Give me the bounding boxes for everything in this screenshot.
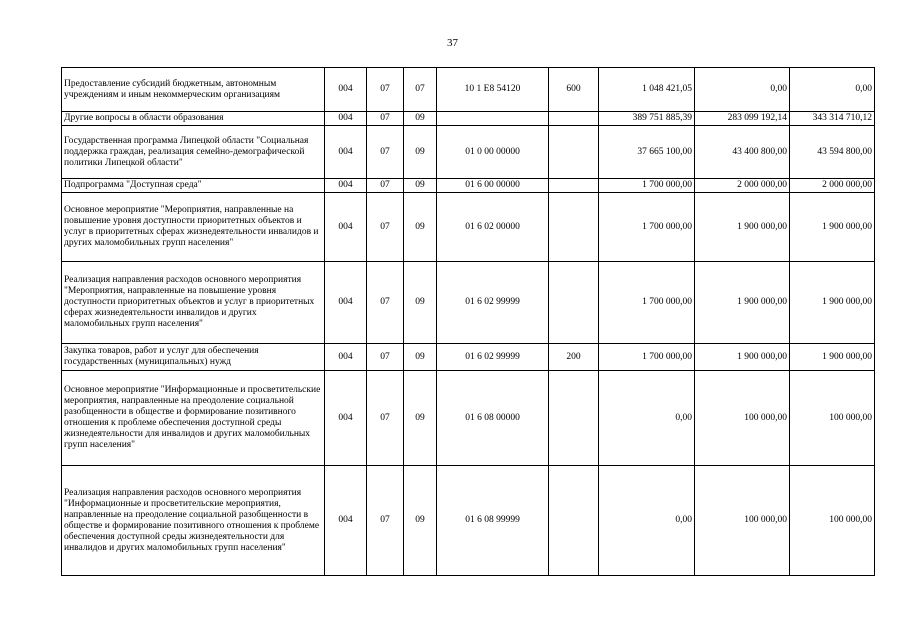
ministry-code: 004 — [325, 179, 367, 193]
ministry-code: 004 — [325, 68, 367, 112]
amount-year-3: 100 000,00 — [790, 371, 875, 466]
row-name: Реализация направления расходов основного мероприятия "Мероприятия, направленные на повышение уровня доступности приоритетных объектов и услуг в приоритетных сферах жизнедеятельности инвалидов и других маломобильных групп населения" — [62, 262, 325, 344]
row-name: Основное мероприятие "Информационные и просветительские мероприятия, направленные на преодоление социальной разобщенности в обществе и формирование позитивного отношения к проблеме обеспечения доступной среды жизнедеятельности для инвалидов и других маломобильных групп населения" — [62, 371, 325, 466]
ministry-code: 004 — [325, 262, 367, 344]
expense-type-code — [549, 126, 599, 179]
ministry-code: 004 — [325, 344, 367, 371]
amount-year-3: 1 900 000,00 — [790, 193, 875, 262]
expense-type-code: 200 — [549, 344, 599, 371]
target-article-code: 01 6 08 00000 — [437, 371, 549, 466]
amount-year-2: 43 400 800,00 — [695, 126, 790, 179]
amount-year-1: 0,00 — [599, 466, 695, 576]
subsection-code: 09 — [404, 112, 437, 126]
table-row — [62, 193, 875, 262]
amount-year-2: 1 900 000,00 — [695, 344, 790, 371]
row-name: Предоставление субсидий бюджетным, автономным учреждениям и иным некоммерческим организациям — [62, 68, 325, 112]
ministry-code: 004 — [325, 371, 367, 466]
table-row — [62, 466, 875, 576]
target-article-code — [437, 112, 549, 126]
target-article-code: 01 6 02 99999 — [437, 262, 549, 344]
amount-year-1: 0,00 — [599, 371, 695, 466]
amount-year-1: 1 048 421,05 — [599, 68, 695, 112]
amount-year-2: 0,00 — [695, 68, 790, 112]
row-name: Закупка товаров, работ и услуг для обеспечения государственных (муниципальных) нужд — [62, 344, 325, 371]
table-row — [62, 371, 875, 466]
subsection-code: 09 — [404, 126, 437, 179]
section-code: 07 — [367, 466, 404, 576]
amount-year-3: 100 000,00 — [790, 466, 875, 576]
target-article-code: 01 0 00 00000 — [437, 126, 549, 179]
row-name: Реализация направления расходов основного мероприятия "Информационные и просветительские мероприятия, направленные на преодоление социальной разобщенности в обществе и формирование позитивного отношения к проблеме обеспечения доступной среды жизнедеятельности для инвалидов и других маломобильных групп населения" — [62, 466, 325, 576]
amount-year-2: 283 099 192,14 — [695, 112, 790, 126]
amount-year-2: 1 900 000,00 — [695, 262, 790, 344]
section-code: 07 — [367, 344, 404, 371]
expense-type-code: 600 — [549, 68, 599, 112]
subsection-code: 09 — [404, 344, 437, 371]
amount-year-3: 1 900 000,00 — [790, 344, 875, 371]
amount-year-3: 1 900 000,00 — [790, 262, 875, 344]
table-row — [62, 112, 875, 126]
row-name: Основное мероприятие "Мероприятия, направленные на повышение уровня доступности приоритетных объектов и услуг в приоритетных сферах жизнедеятельности инвалидов и других маломобильных групп населения" — [62, 193, 325, 262]
target-article-code: 01 6 02 00000 — [437, 193, 549, 262]
subsection-code: 09 — [404, 179, 437, 193]
section-code: 07 — [367, 262, 404, 344]
page-number: 37 — [447, 37, 458, 49]
subsection-code: 09 — [404, 371, 437, 466]
section-code: 07 — [367, 179, 404, 193]
subsection-code: 07 — [404, 68, 437, 112]
row-name: Государственная программа Липецкой области "Социальная поддержка граждан, реализация семейно-демографической политики Липецкой области" — [62, 126, 325, 179]
table-row — [62, 126, 875, 179]
amount-year-1: 1 700 000,00 — [599, 179, 695, 193]
expense-type-code — [549, 466, 599, 576]
table-row — [62, 262, 875, 344]
amount-year-1: 1 700 000,00 — [599, 344, 695, 371]
table-row — [62, 179, 875, 193]
subsection-code: 09 — [404, 193, 437, 262]
expense-type-code — [549, 262, 599, 344]
amount-year-2: 100 000,00 — [695, 371, 790, 466]
amount-year-2: 1 900 000,00 — [695, 193, 790, 262]
amount-year-3: 2 000 000,00 — [790, 179, 875, 193]
section-code: 07 — [367, 68, 404, 112]
expense-type-code — [549, 179, 599, 193]
target-article-code: 01 6 08 99999 — [437, 466, 549, 576]
subsection-code: 09 — [404, 466, 437, 576]
target-article-code: 10 1 Е8 54120 — [437, 68, 549, 112]
section-code: 07 — [367, 126, 404, 179]
expense-type-code — [549, 112, 599, 126]
row-name: Другие вопросы в области образования — [62, 112, 325, 126]
ministry-code: 004 — [325, 126, 367, 179]
amount-year-1: 1 700 000,00 — [599, 193, 695, 262]
amount-year-3: 343 314 710,12 — [790, 112, 875, 126]
amount-year-1: 389 751 885,39 — [599, 112, 695, 126]
amount-year-1: 37 665 100,00 — [599, 126, 695, 179]
amount-year-1: 1 700 000,00 — [599, 262, 695, 344]
table-row — [62, 344, 875, 371]
ministry-code: 004 — [325, 112, 367, 126]
ministry-code: 004 — [325, 466, 367, 576]
row-name: Подпрограмма "Доступная среда" — [62, 179, 325, 193]
amount-year-3: 0,00 — [790, 68, 875, 112]
target-article-code: 01 6 02 99999 — [437, 344, 549, 371]
amount-year-3: 43 594 800,00 — [790, 126, 875, 179]
expense-type-code — [549, 371, 599, 466]
ministry-code: 004 — [325, 193, 367, 262]
subsection-code: 09 — [404, 262, 437, 344]
table-row — [62, 68, 875, 112]
section-code: 07 — [367, 371, 404, 466]
amount-year-2: 2 000 000,00 — [695, 179, 790, 193]
amount-year-2: 100 000,00 — [695, 466, 790, 576]
target-article-code: 01 6 00 00000 — [437, 179, 549, 193]
section-code: 07 — [367, 193, 404, 262]
expense-type-code — [549, 193, 599, 262]
section-code: 07 — [367, 112, 404, 126]
budget-table — [61, 67, 875, 576]
